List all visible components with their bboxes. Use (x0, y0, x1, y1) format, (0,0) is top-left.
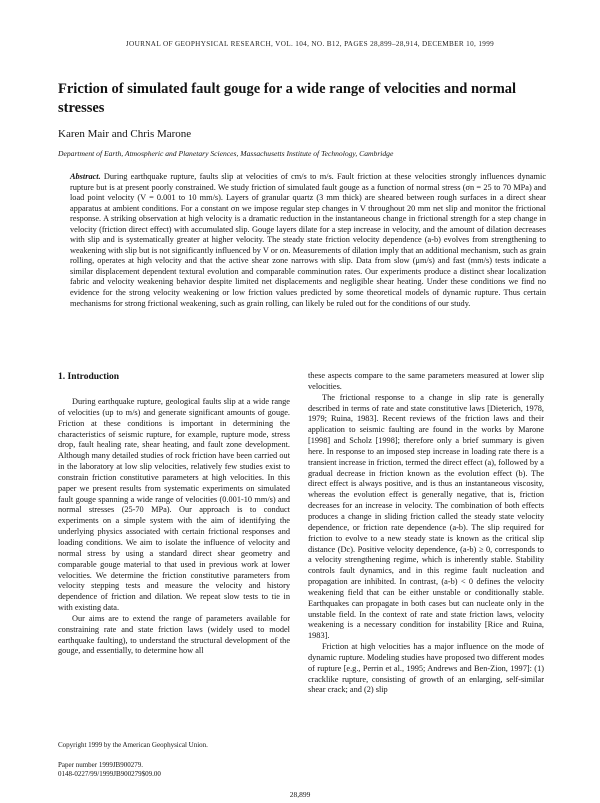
body-column-left (58, 371, 290, 657)
author-list: Karen Mair and Chris Marone (58, 128, 192, 140)
paper-identifier (58, 761, 290, 779)
copyright-notice: Copyright 1999 by the American Geophysical Union. (58, 741, 208, 749)
article-title: Friction of simulated fault gouge for a wide range of velocities and normal stresses (58, 81, 517, 116)
section-heading-introduction: 1. Introduction (58, 372, 120, 382)
abstract (70, 172, 546, 309)
issn-code: 0148-0227/99/1999JB900279$09.00 (58, 770, 161, 778)
body-paragraph: During earthquake rupture, geological faults slip at a wide range of velocities (up to m/s) and generate significant amounts of gouge. Friction at these conditions is important in determining the characteristics of seismic rupture, for example, rupture mode, stress drop, fault healing rate, shear heating, and fault zone development. Although many detailed studies of rock friction have been carried out in the laboratory at low slip velocities, relatively few studies exist to constrain friction constitutive parameters at high velocities. In this paper we present results from systematic experiments on simulated fault gouge spanning a wide range of velocities (0.001-10 mm/s) and normal stresses (25-70 MPa). Our approach is to conduct experiments on a simple system with the aim of identifying the underlying physics associated with certain frictional responses and loading conditions. We aim to isolate the influence of velocity and normal stress by using a standard direct shear geometry and comparable gouge material to that used in previous work at lower velocities. We determine the friction constitutive parameters from velocity stepping tests and measure the velocity and history dependence of friction and dilation. We repeat slow tests to tie in with existing data. (58, 397, 290, 613)
paper-number: Paper number 1999JB900279. (58, 761, 143, 769)
running-head: JOURNAL OF GEOPHYSICAL RESEARCH, VOL. 104, NO. B12, PAGES 28,899–28,914, DECEMBER 10, 1999 (125, 40, 495, 48)
abstract-label: Abstract. (70, 172, 101, 181)
body-paragraph: these aspects compare to the same parameters measured at lower slip velocities. (308, 371, 544, 391)
body-paragraph: Our aims are to extend the range of parameters available for constraining rate and state friction laws (widely used to model earthquake faulting), to understand the structural development of the gouge, and essentially, to determine how all (58, 613, 290, 656)
abstract-text: During earthquake rupture, faults slip at velocities of cm/s to m/s. Fault friction at these velocities strongly influences dynamic rupture but is at present poorly constrained. We study friction of simulated fault gouge as a function of normal stress (σn = 25 to 70 MPa) and load point velocity (V = 0.001 to 10 mm/s). Layers of granular quartz (3 mm thick) are sheared between rough surfaces in a direct shear apparatus at ambient conditions. For a constant σn we impose regular step changes in V throughout 20 mm net slip and monitor the frictional response. A striking observation at high velocity is a dramatic reduction in the instantaneous change in frictional strength for a step change in velocity (friction direct effect) with accumulated slip. Gouge layers dilate for a step increase in velocity, and the amount of dilation decreases with slip and is systematically greater at higher velocity. The steady state friction velocity dependence (a-b) evolves from strengthening to weakening with slip but is not significantly influenced by V or σn. Measurements of dilation imply that an additional mechanism, such as grain rolling, operates at high velocity and that the active shear zone narrows with slip. Data from slow (μm/s) and fast (mm/s) tests indicate a similar displacement dependent textural evolution and comparable comminution rates. Our experiments produce a distinct shear localization fabric and velocity weakening behavior despite limited net displacements and negligible shear heating. Under these conditions we find no evidence for the strong velocity weakening or low friction values predicted by some theoretical models of dynamic rupture. Thus certain mechanisms for strong frictional weakening, such as grain rolling, can likely be ruled out for the conditions of our study. (70, 172, 546, 308)
body-paragraph: Friction at high velocities has a major influence on the mode of dynamic rupture. Modeling studies have proposed two different modes of rupture [e.g., Perrin et al., 1995; Andrews and Ben-Zion, 1997]: (1) cracklike rupture, consisting of growth of an enlarging, self-similar shear crack; and (2) slip (308, 642, 544, 695)
page-number: 28,899 (289, 790, 311, 799)
body-column-right (308, 371, 544, 696)
body-paragraph: The frictional response to a change in slip rate is generally described in terms of rate and state constitutive laws [Dieterich, 1978, 1979; Ruina, 1983]. Recent reviews of the friction laws and their application to seismic faulting are found in the works by Marone [1998] and Scholz [1998]; therefore only a brief summary is given here. In response to an imposed step increase in loading rate there is a transient increase in friction, termed the direct effect (a), followed by a gradual decrease in friction known as the evolution effect (b). The direct effect is always positive, and is thus an instantaneous viscosity, whereas the evolution effect is generally negative, that is, friction decreases for an increase in velocity. The combination of both effects produces a change in sliding friction called the steady state velocity dependence, or friction rate dependence (a-b). The slip required for friction to evolve to a new steady state is known as the critical slip distance (Dc). Positive velocity dependence, (a-b) ≥ 0, corresponds to a velocity strengthening regime, which is inherently stable. Stability controls fault dynamics, and in this regime fault nucleation and propagation are inhibited. In contrast, (a-b) < 0 defines the velocity weakening field that can be either unstable or conditionally stable. Earthquakes can propagate in both cases but can nucleate only in the unstable field. In the context of rate and state friction laws, velocity weakening is a necessary condition for instability [Rice and Ruina, 1983]. (308, 392, 544, 641)
author-affiliation: Department of Earth, Atmospheric and Planetary Sciences, Massachusetts Institute of Technology, Cambridge (58, 149, 394, 158)
